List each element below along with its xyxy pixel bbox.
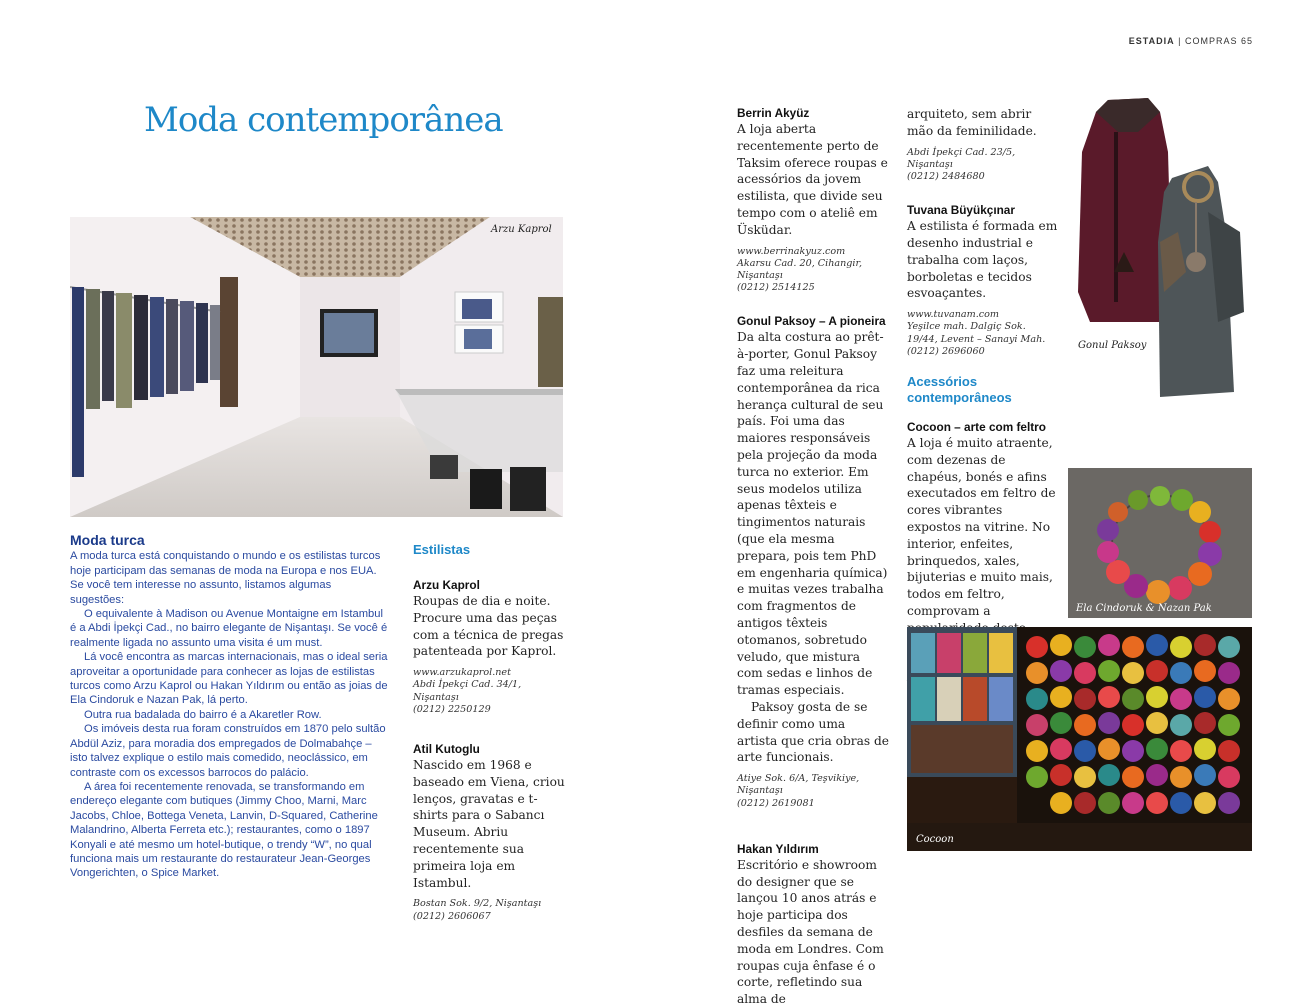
necklace-photo <box>1068 468 1252 618</box>
caption-cindoruk: Ela Cindoruk & Nazan Pak <box>1076 603 1212 614</box>
designer-address: Abdi İpekçi Cad. 23/5, Nişantaşı (0212) 2484680 <box>907 146 1016 182</box>
cocoon-store-photo <box>907 627 1252 851</box>
designer-address: www.berrinakyuz.com Akarsu Cad. 20, Cihangir, Nişantaşı (0212) 2514125 <box>737 245 863 294</box>
intro-paragraph: A moda turca está conquistando o mundo e os estilistas turcos hoje participam das semanas de moda na Europa e nos EUA. Se você tem interesse no assunto, listamos algumas sugestões: <box>70 550 381 606</box>
designer-description: A estilista é formada em desenho industrial e trabalha com laços, borboletas e tecidos esvoaçantes. <box>907 219 1058 301</box>
designer-description: Da alta costura ao prêt-à-porter, Gonul Paksoy faz uma releitura contemporânea da rica herança cultural de seu país. Foi uma das maiores responsáveis pela projeção da moda turca no exterior. Em seus modelos utiliza apenas têxteis e tingimentos naturais (que ela mesma prepara, pois tem PhD em engenharia química) e muitas vezes trabalha com fragmentos de antigos têxteis otomanos, sobretudo veludo, que mistura com sedas e linhos de tramas especiais. <box>737 330 888 698</box>
designer-address: www.arzukaprol.net Abdi İpekçi Cad. 34/1, Nişantaşı (0212) 2250129 <box>413 667 522 715</box>
designer-description: arquiteto, sem abrir mão da feminilidade. <box>907 107 1037 138</box>
caption-cocoon: Cocoon <box>916 834 954 845</box>
designer-name: Berrin Akyüz <box>737 106 810 120</box>
designer-name: Arzu Kaprol <box>413 578 480 592</box>
designer-description: Escritório e showroom do designer que se lançou 10 anos atrás e hoje participa dos desfiles da semana de moda em Londres. Com roupas cuja ênfase é o corte, refletindo sua alma de <box>737 857 884 1007</box>
designer-name: Hakan Yıldırım <box>737 841 819 856</box>
designers-column-2 <box>907 106 1059 697</box>
running-header <box>1129 36 1253 46</box>
page-title: Moda contemporânea <box>144 100 503 140</box>
designer-description: Paksoy gosta de se definir como uma artista que cria obras de arte funcionais. <box>737 699 889 765</box>
designer-description: A loja aberta recentemente perto de Taksim oferece roupas e acessórios da jovem estilista, que divide seu tempo com o ateliê em Üsküdar. <box>737 122 888 237</box>
designer-description: Roupas de dia e noite. Procure uma das peças com a técnica de pregas patenteada por Kaprol. <box>413 594 564 659</box>
paksoy-garments-photo <box>1068 92 1252 404</box>
intro-heading: Moda turca <box>70 532 145 548</box>
intro-paragraph: Lá você encontra as marcas internacionais, mas o ideal seria aproveitar a oportunidade para conhecer as lojas de estilistas turcos como Arzu Kaprol ou Hakan Yıldırım ou então as joias de Ela Cindoruk e Nazan Pak, lá perto. <box>70 651 388 707</box>
boutique-photo <box>70 217 563 517</box>
caption-paksoy: Gonul Paksoy <box>1078 340 1147 351</box>
intro-paragraph: Outra rua badalada do bairro é a Akaretler Row. <box>84 708 322 721</box>
acessorios-heading: Acessórios contemporâneos <box>907 374 1012 405</box>
designer-address: Bostan Sok. 9/2, Nişantaşı (0212) 2606067 <box>413 898 542 922</box>
designer-description: A loja é muito atraente, com dezenas de chapéus, bonés e afins executados em feltro de cores vibrantes expostos na vitrine. No interior, enfeites, brinquedos, xales, bijuterias e muito mais, todos em feltro, comprovam a <box>907 436 1056 618</box>
intro-section <box>70 533 388 881</box>
designer-name: Gonul Paksoy – A pioneira <box>737 314 886 329</box>
designer-address: Atiye Sok. 6/A, Teşvikiye, Nişantaşı (0212) 2619081 <box>737 773 860 809</box>
header-section: ESTADIA <box>1128 36 1175 46</box>
intro-paragraph: O equivalente à Madison ou Avenue Montaigne em Istambul é a Abdi İpekçi Cad., no bairro elegante de Nişantaşı. Se você é realmente ligada no assunto uma visita é um must. <box>70 608 388 649</box>
designer-description: Nascido em 1968 e baseado em Viena, criou lenços, gravatas e t-shirts para o Sabancı Museum. Abriu recentemente sua primeira loja em Istambul. <box>413 758 565 890</box>
designers-column-1 <box>737 106 889 1008</box>
caption-kaprol: Arzu Kaprol <box>491 224 552 235</box>
estilistas-heading: Estilistas <box>413 542 471 557</box>
designer-name: Atil Kutoglu <box>413 742 480 756</box>
intro-paragraph: Os imóveis desta rua foram construídos em 1870 pelo sultão Abdül Aziz, para moradia dos empregados de Dolmabahçe – isto talvez explique o estilo mais comedido, neoclássico, em contraste com os excessos barrocos do palácio. <box>70 723 386 779</box>
intro-paragraph: A área foi recentemente renovada, se transformando em endereço elegante com butiques (Jimmy Choo, Marni, Marc Jacobs, Chloe, Bottega Veneta, Lanvin, D-Squared, Catherine Malandrino, Alberta Ferreta etc.); restaurantes, como o 1897 Konyali e até mesmo um hotel-butique, o trendy “W”, no qual funciona mais um restaurante do restaurateur Jean-Georges Vongerichten, o Spice Market. <box>70 780 378 880</box>
estilistas-column <box>413 542 565 923</box>
designer-name: Tuvana Büyükçınar <box>907 203 1015 218</box>
designer-address: www.tuvanam.com Yeşilce mah. Dalgiç Sok. 19/44, Levent – Sanayi Mah. (0212) 2696060 <box>907 309 1046 357</box>
header-separator: | <box>1178 36 1182 46</box>
header-page: COMPRAS 65 <box>1184 36 1253 46</box>
designer-name: Cocoon – arte com feltro <box>907 420 1046 434</box>
